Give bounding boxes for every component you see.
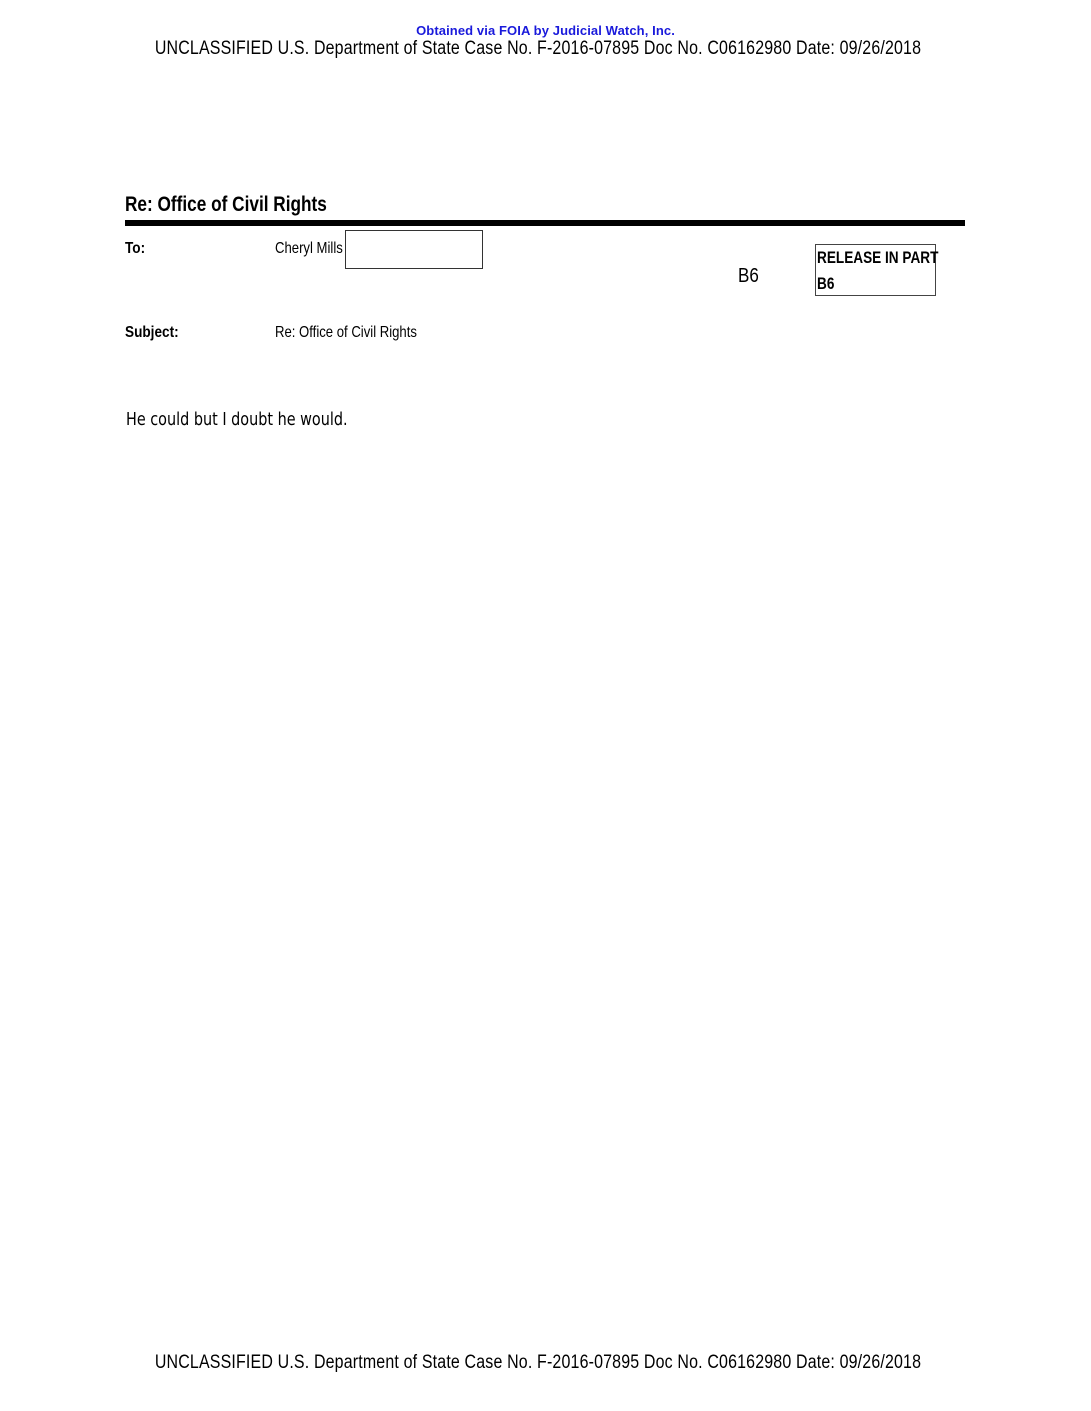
foia-banner: Obtained via FOIA by Judicial Watch, Inc. [416,23,675,38]
redaction-box [345,230,483,269]
release-stamp [815,244,939,296]
to-label: To: [125,240,146,257]
email-body: He could but I doubt he would. [126,409,348,430]
release-stamp-code: B6 [817,274,835,293]
classification-stamp-bottom: UNCLASSIFIED U.S. Department of State Case No. F-2016-07895 Doc No. C06162980 Date: 09/26/2018 [154,1352,922,1373]
release-stamp-status: RELEASE IN PART [817,248,939,267]
email-title: Re: Office of Civil Rights [125,193,327,216]
to-recipient: Cheryl Mills [275,240,343,257]
exemption-code: B6 [738,265,759,287]
classification-stamp-top: UNCLASSIFIED U.S. Department of State Case No. F-2016-07895 Doc No. C06162980 Date: 09/26/2018 [154,38,922,59]
subject-label: Subject: [125,324,179,341]
title-divider [125,220,965,226]
subject-value: Re: Office of Civil Rights [275,324,417,341]
